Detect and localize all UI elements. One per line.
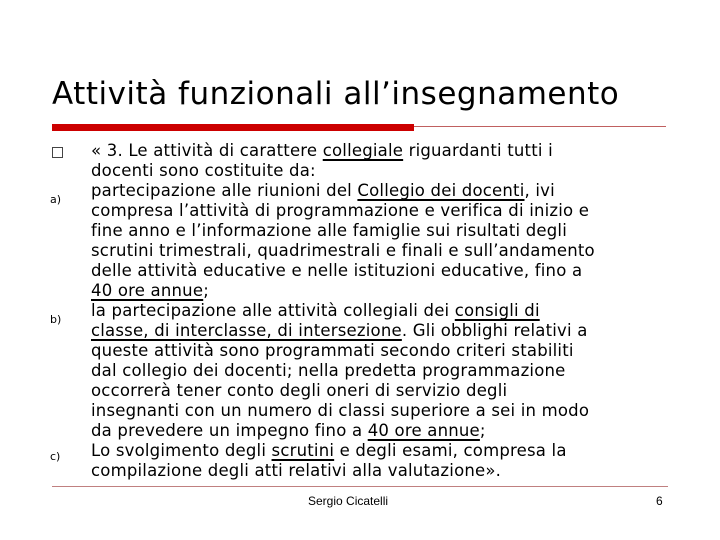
title-accent-bar <box>52 124 414 131</box>
title-divider-line <box>414 126 666 127</box>
bullet-square-icon <box>52 147 63 158</box>
body-line: compilazione degli atti relativi alla valutazione». <box>91 461 502 480</box>
marker-b: b) <box>50 313 62 326</box>
marker-a: a) <box>50 193 62 206</box>
marker-c: c) <box>50 450 61 463</box>
body-line: la partecipazione alle attività collegiali dei consigli di <box>91 301 540 320</box>
footer-author: Sergio Cicatelli <box>308 494 389 508</box>
body-line: scrutini trimestrali, quadrimestrali e finali e sull’andamento <box>91 241 595 260</box>
body-line: queste attività sono programmati secondo criteri stabiliti <box>91 341 574 360</box>
body-line: « 3. Le attività di carattere collegiale riguardanti tutti i <box>91 141 553 160</box>
slide-body-text <box>91 141 696 481</box>
body-line: partecipazione alle riunioni del Collegio dei docenti, ivi <box>91 181 555 200</box>
body-line: insegnanti con un numero di classi superiore a sei in modo <box>91 401 590 420</box>
body-line: delle attività educative e nelle istituzioni educative, fino a <box>91 261 583 280</box>
page-number: 6 <box>656 494 663 508</box>
body-line: 40 ore annue; <box>91 281 209 300</box>
slide-title: Attività funzionali all’insegnamento <box>52 76 620 112</box>
body-line: dal collegio dei docenti; nella predetta programmazione <box>91 361 566 380</box>
body-line: Lo svolgimento degli scrutini e degli esami, compresa la <box>91 441 567 460</box>
body-line: da prevedere un impegno fino a 40 ore annue; <box>91 421 486 440</box>
footer-divider-line <box>52 486 668 487</box>
body-line: fine anno e l’informazione alle famiglie sui risultati degli <box>91 221 567 240</box>
body-line: classe, di interclasse, di intersezione. Gli obblighi relativi a <box>91 321 588 340</box>
body-line: occorrerà tener conto degli oneri di servizio degli <box>91 381 508 400</box>
body-line: compresa l’attività di programmazione e verifica di inizio e <box>91 201 590 220</box>
body-line: docenti sono costituite da: <box>91 161 316 180</box>
